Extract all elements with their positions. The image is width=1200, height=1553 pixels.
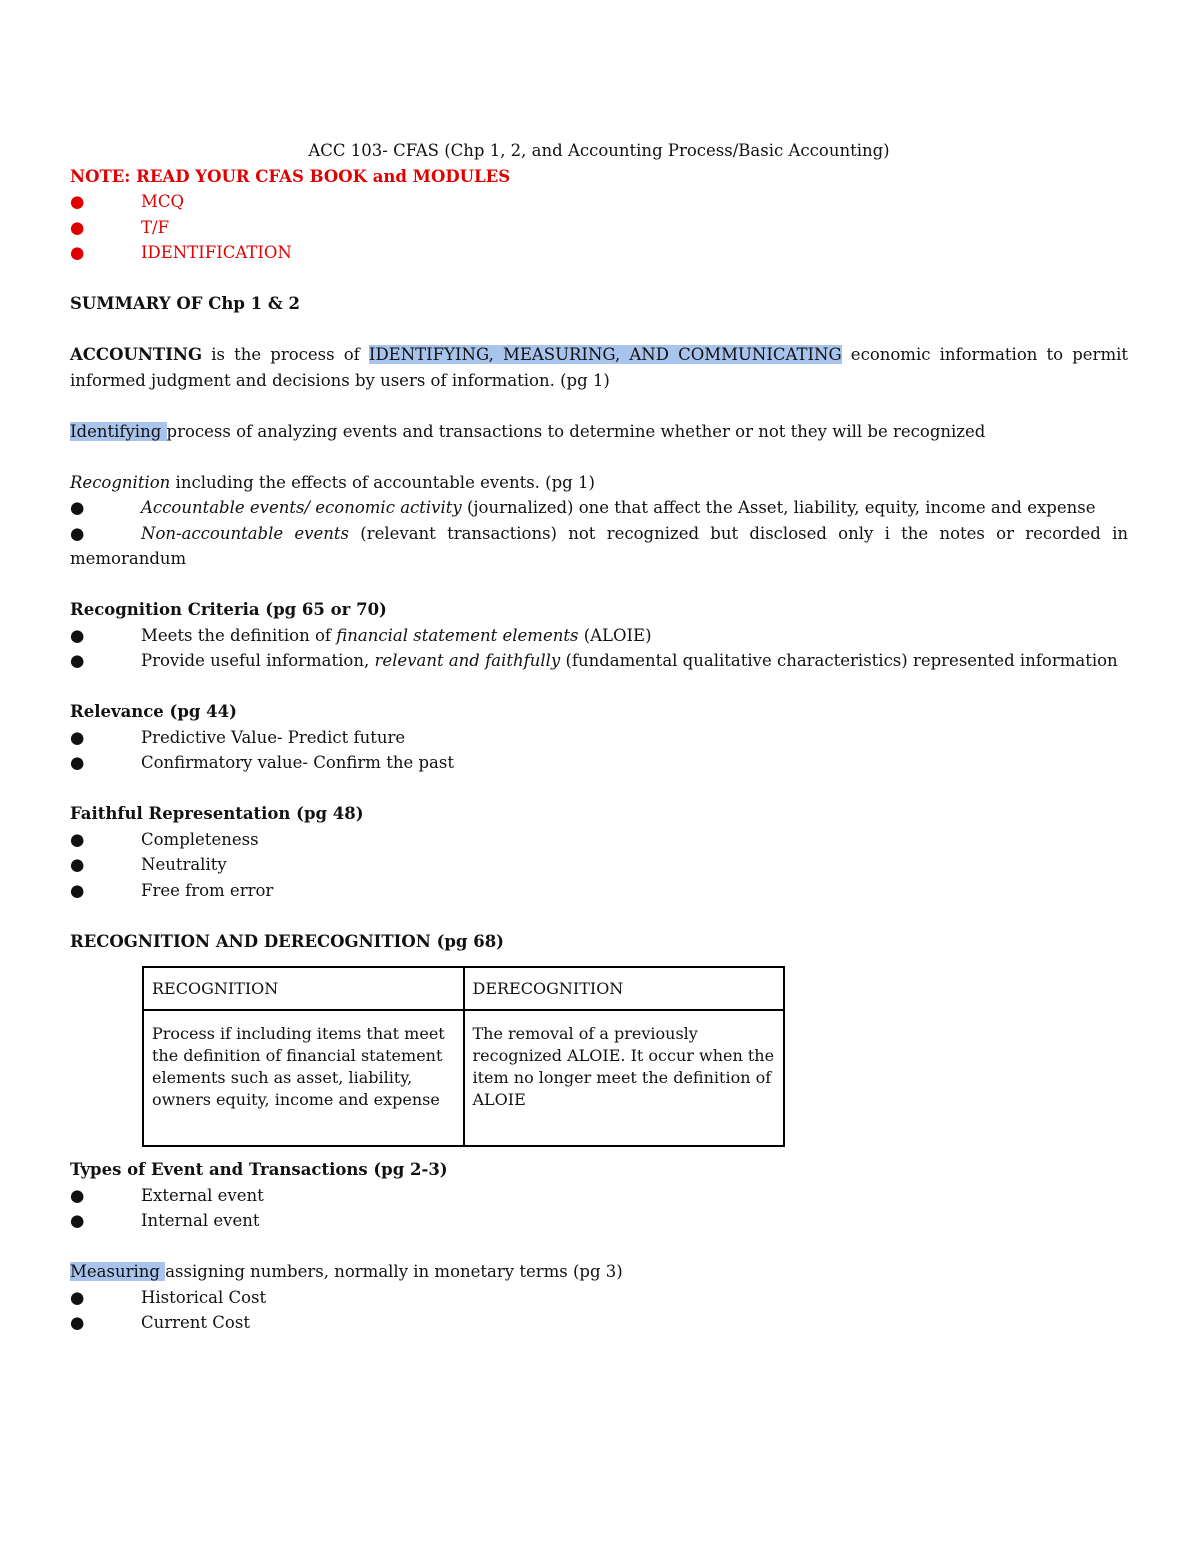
types-list — [70, 1183, 1128, 1234]
bullet-icon: ● — [70, 1287, 85, 1307]
note-heading: NOTE: READ YOUR CFAS BOOK and MODULES — [70, 166, 511, 186]
faithful-list — [70, 827, 1128, 904]
bullet-icon: ● — [70, 243, 85, 262]
table-header-derecognition: DERECOGNITION — [464, 967, 785, 1010]
list-item: ● Predictive Value- Predict future — [70, 725, 1128, 751]
bullet-icon: ● — [70, 498, 85, 517]
note-item-identification: ● IDENTIFICATION — [70, 240, 1128, 266]
criteria-list — [70, 623, 1128, 674]
highlighted-text: Measuring — [70, 1262, 166, 1281]
highlighted-text: Identifying — [70, 421, 167, 441]
table-cell-recognition: Process if including items that meet the definition of financial statement elements such as asset, liability, owners equity, income and expense — [143, 1010, 464, 1146]
note-item-mcq: ● MCQ — [70, 189, 1128, 215]
list-item: ● Neutrality — [70, 852, 1128, 878]
rec-derec-heading: RECOGNITION AND DERECOGNITION (pg 68) — [70, 931, 504, 951]
list-item: ● Non-accountable events (relevant transactions) not recognized but disclosed only i the notes or recorded in memorandum — [70, 521, 1128, 572]
bullet-icon: ● — [70, 192, 85, 211]
bullet-icon: ● — [70, 651, 85, 670]
bullet-icon: ● — [70, 880, 85, 900]
faithful-heading: Faithful Representation (pg 48) — [70, 804, 364, 823]
relevance-list — [70, 725, 1128, 776]
bullet-icon: ● — [70, 1211, 85, 1230]
list-item: ● Meets the definition of financial statement elements (ALOIE) — [70, 623, 1128, 649]
criteria-heading: Recognition Criteria (pg 65 or 70) — [70, 600, 387, 619]
document-page — [70, 138, 1128, 1336]
list-item: ● External event — [70, 1183, 1128, 1209]
bullet-icon: ● — [70, 727, 85, 747]
relevance-heading: Relevance (pg 44) — [70, 702, 237, 721]
note-list — [70, 189, 1128, 266]
bullet-icon: ● — [70, 1185, 85, 1205]
bullet-icon: ● — [70, 217, 85, 237]
list-item: ● Internal event — [70, 1208, 1128, 1234]
table-cell-derecognition: The removal of a previously recognized ALOIE. It occur when the item no longer meet the definition of ALOIE — [464, 1010, 785, 1146]
types-heading: Types of Event and Transactions (pg 2-3) — [70, 1160, 448, 1179]
table-header-recognition: RECOGNITION — [143, 967, 464, 1010]
accounting-paragraph: ACCOUNTING is the process of IDENTIFYING, MEASURING, AND COMMUNICATING economic information to permit informed judgment and decisions by users of information. (pg 1) — [70, 345, 1128, 390]
list-item: ● Historical Cost — [70, 1285, 1128, 1311]
highlighted-text: IDENTIFYING, MEASURING, AND COMMUNICATING — [368, 345, 842, 364]
bullet-icon: ● — [70, 523, 85, 543]
document-title: ACC 103- CFAS (Chp 1, 2, and Accounting Process/Basic Accounting) — [308, 141, 890, 160]
table-row — [143, 967, 784, 1010]
bullet-icon: ● — [70, 753, 85, 772]
bullet-icon: ● — [70, 625, 85, 645]
list-item: ● Current Cost — [70, 1310, 1128, 1336]
list-item: ● Confirmatory value- Confirm the past — [70, 750, 1128, 776]
bullet-icon: ● — [70, 855, 85, 874]
bullet-icon: ● — [70, 829, 85, 849]
list-item: ● Accountable events/ economic activity (journalized) one that affect the Asset, liability, equity, income and expense — [70, 495, 1128, 521]
bullet-icon: ● — [70, 1313, 85, 1332]
rec-derec-table — [142, 966, 785, 1147]
note-item-tf: ● T/F — [70, 215, 1128, 241]
list-item: ● Free from error — [70, 878, 1128, 904]
measuring-paragraph: Measuring assigning numbers, normally in monetary terms (pg 3) — [70, 1262, 623, 1281]
recognition-heading: Recognition including the effects of accountable events. (pg 1) — [70, 472, 595, 492]
list-item: ● Completeness — [70, 827, 1128, 853]
summary-heading: SUMMARY OF Chp 1 & 2 — [70, 294, 300, 313]
table-row — [143, 1010, 784, 1146]
measuring-list — [70, 1285, 1128, 1336]
identifying-paragraph: Identifying process of analyzing events and transactions to determine whether or not they will be recognized — [70, 421, 986, 441]
recognition-list — [70, 495, 1128, 572]
list-item: ● Provide useful information, relevant and faithfully (fundamental qualitative characteristics) represented information — [70, 648, 1128, 674]
